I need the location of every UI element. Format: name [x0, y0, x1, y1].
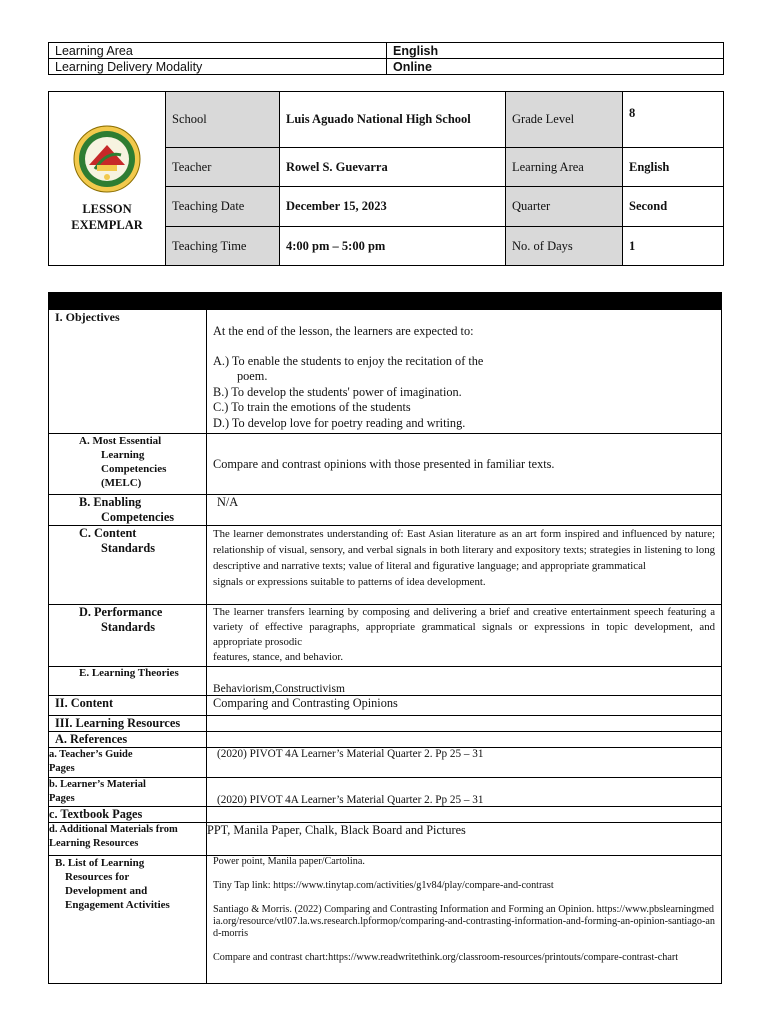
- objective-a-cont: poem.: [237, 369, 268, 383]
- learning-area-row: [49, 43, 724, 59]
- teachers-guide-label-l2: Pages: [49, 763, 75, 774]
- additional-label: [49, 823, 207, 856]
- school-seal-icon: [73, 125, 141, 193]
- grade-label: Grade Level: [506, 92, 623, 148]
- learners-material-value: (2020) PIVOT 4A Learner’s Material Quarter 2. Pp 25 – 31: [207, 778, 722, 807]
- days-value: 1: [623, 227, 724, 266]
- enabling-label: [49, 495, 207, 526]
- objectives-intro: At the end of the lesson, the learners are expected to:: [213, 324, 474, 338]
- content-standards-label-l2: Standards: [101, 541, 155, 555]
- school-value: Luis Aguado National High School: [280, 92, 506, 148]
- enabling-label-l1: B. Enabling: [79, 495, 142, 509]
- resources-label: III. Learning Resources: [49, 716, 207, 732]
- objectives-row: [49, 310, 722, 434]
- teacher-label: Teacher: [166, 148, 280, 187]
- section-divider-bar: [48, 292, 722, 309]
- modality-label: Learning Delivery Modality: [49, 59, 387, 75]
- learners-material-label: [49, 778, 207, 807]
- lesson-header-table: [48, 91, 724, 266]
- melc-label-l2: Learning: [101, 449, 145, 461]
- area-label: Learning Area: [506, 148, 623, 187]
- content-standards-label: [49, 526, 207, 605]
- additional-row: [49, 823, 722, 856]
- resource-list-item: Santiago & Morris. (2022) Comparing and Contrasting Information and Forming an Opinion. https://www.pbslearningmedia.org/resource/vtl07.la.ws.research.lpformop/comparing-and-contrasting-information-and-forming-an-opinion-santiago-and-morris: [213, 904, 715, 939]
- melc-label: [49, 434, 207, 495]
- content-standards-row: [49, 526, 722, 605]
- objective-a: A.) To enable the students to enjoy the recitation of the: [213, 353, 484, 368]
- performance-standards-text: The learner transfers learning by composing and delivering a brief and creative entertainment speech featuring a variety of effective paragraphs, appropriate grammatical signals or expressions in topic development, and appropriate prosodic: [213, 606, 715, 648]
- objective-c: C.) To train the emotions of the students: [213, 400, 411, 414]
- enabling-row: [49, 495, 722, 526]
- content-standards-value: [207, 526, 722, 605]
- teachers-guide-label-l1: a. Teacher’s Guide: [49, 749, 133, 760]
- performance-standards-text-tail: features, stance, and behavior.: [213, 651, 344, 663]
- resource-list-item: Compare and contrast chart:https://www.readwritethink.org/classroom-resources/printouts/compare-contrast-chart: [213, 952, 679, 963]
- learners-material-row: [49, 778, 722, 807]
- textbook-row: [49, 807, 722, 823]
- content-standards-label-l1: C. Content: [79, 526, 137, 540]
- exemplar-title-line1: LESSON: [82, 201, 132, 216]
- content-standards-text: The learner demonstrates understanding of: East Asian literature as an art form inspired and influenced by nature; relationship of visual, sensory, and verbal signals in both literary and expository texts; strategies in listening to long descriptive and narrative texts; value of literal and figurative language; and appropriate grammatical: [213, 528, 715, 572]
- modality-table: [48, 42, 724, 75]
- resources-empty: [207, 716, 722, 732]
- textbook-label: c. Textbook Pages: [49, 807, 207, 823]
- performance-standards-label-l2: Standards: [101, 620, 155, 634]
- logo-cell: [49, 92, 166, 266]
- learning-area-value: English: [387, 43, 724, 59]
- modality-row: [49, 59, 724, 75]
- lesson-content-table: [48, 309, 722, 984]
- objective-b: B.) To develop the students' power of imagination.: [213, 384, 462, 399]
- learners-material-label-l2: Pages: [49, 793, 75, 804]
- teachers-guide-value: (2020) PIVOT 4A Learner’s Material Quarter 2. Pp 25 – 31: [207, 748, 722, 778]
- theories-row: [49, 667, 722, 696]
- references-empty: [207, 732, 722, 748]
- teachers-guide-row: [49, 748, 722, 778]
- performance-standards-value: [207, 605, 722, 667]
- school-label: School: [166, 92, 280, 148]
- objectives-label-text: I. Objectives: [55, 310, 120, 324]
- objectives-label: [49, 310, 207, 434]
- additional-label-l1: d. Additional Materials from: [49, 824, 178, 835]
- resource-list-label: [49, 856, 207, 984]
- textbook-empty: [207, 807, 722, 823]
- area-value: English: [623, 148, 724, 187]
- resource-list-row: [49, 856, 722, 984]
- teacher-value: Rowel S. Guevarra: [280, 148, 506, 187]
- quarter-value: Second: [623, 187, 724, 227]
- references-label: A. References: [49, 732, 207, 748]
- resource-list-value: [207, 856, 722, 984]
- teachers-guide-label: [49, 748, 207, 778]
- grade-value: 8: [623, 92, 724, 148]
- quarter-label: Quarter: [506, 187, 623, 227]
- days-label: No. of Days: [506, 227, 623, 266]
- theories-label: E. Learning Theories: [49, 667, 207, 696]
- content-value: Comparing and Contrasting Opinions: [207, 696, 722, 716]
- enabling-label-l2: Competencies: [101, 510, 175, 524]
- content-standards-text-tail: signals or expressions suitable to patterns of idea development.: [213, 576, 486, 588]
- resource-list-label-l3: Development and: [65, 885, 148, 897]
- performance-standards-row: [49, 605, 722, 667]
- resource-list-item: Power point, Manila paper/Cartolina.: [213, 856, 365, 867]
- time-value: 4:00 pm – 5:00 pm: [280, 227, 506, 266]
- melc-label-l4: (MELC): [101, 477, 142, 489]
- theories-value: Behaviorism,Constructivism: [207, 667, 722, 696]
- resource-list-label-l1: B. List of Learning: [55, 857, 145, 869]
- objectives-content: [207, 310, 722, 434]
- time-label: Teaching Time: [166, 227, 280, 266]
- content-label: II. Content: [49, 696, 207, 716]
- content-row: [49, 696, 722, 716]
- melc-label-l1: A. Most Essential: [79, 435, 162, 447]
- melc-value: Compare and contrast opinions with those presented in familiar texts.: [207, 434, 722, 495]
- melc-label-l3: Competencies: [101, 463, 167, 475]
- performance-standards-label: [49, 605, 207, 667]
- learners-material-label-l1: b. Learner’s Material: [49, 779, 146, 790]
- resource-list-item: Tiny Tap link: https://www.tinytap.com/activities/g1v84/play/compare-and-contrast: [213, 880, 554, 891]
- objective-d: D.) To develop love for poetry reading and writing.: [213, 415, 466, 430]
- exemplar-title-line2: EXEMPLAR: [71, 217, 143, 232]
- references-row: [49, 732, 722, 748]
- melc-row: [49, 434, 722, 495]
- date-label: Teaching Date: [166, 187, 280, 227]
- date-value: December 15, 2023: [280, 187, 506, 227]
- enabling-value: N/A: [207, 495, 722, 526]
- additional-label-l2: Learning Resources: [49, 838, 139, 849]
- performance-standards-label-l1: D. Performance: [79, 605, 163, 619]
- modality-value: Online: [387, 59, 724, 75]
- resources-row: [49, 716, 722, 732]
- additional-value: PPT, Manila Paper, Chalk, Black Board and Pictures: [207, 823, 722, 856]
- learning-area-label: Learning Area: [49, 43, 387, 59]
- resource-list-label-l4: Engagement Activities: [65, 899, 170, 911]
- resource-list-label-l2: Resources for: [65, 871, 130, 883]
